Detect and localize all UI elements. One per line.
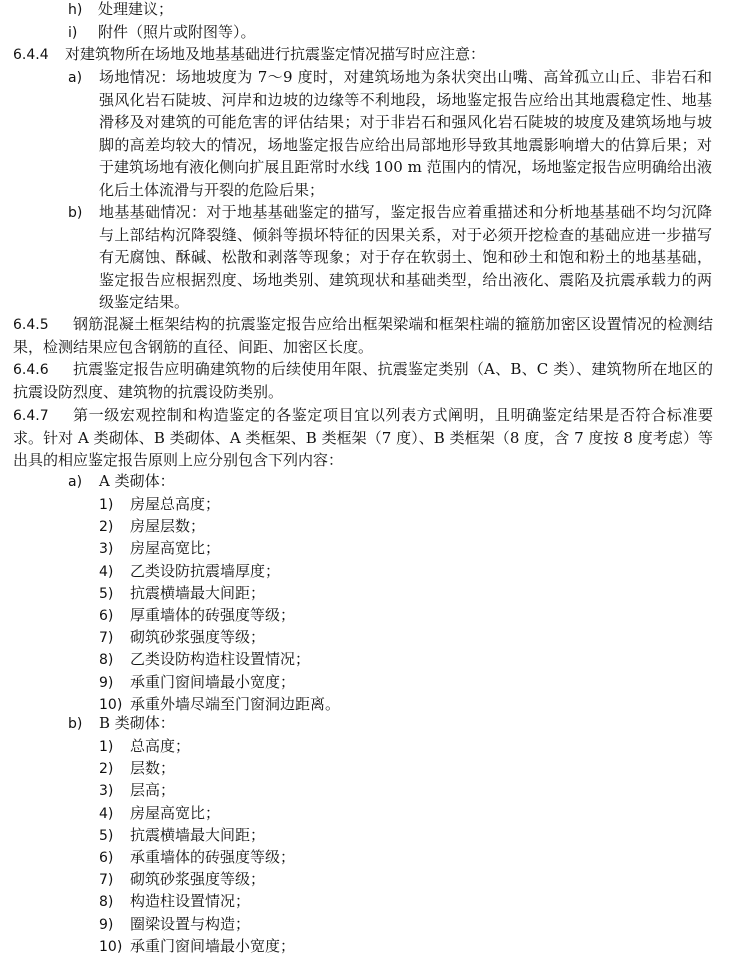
item-number: 4) xyxy=(99,805,114,822)
item-text: 砌筑砂浆强度等级； xyxy=(130,628,266,647)
item-text: 乙类设防抗震墙厚度； xyxy=(130,561,281,580)
item-number: 7) xyxy=(99,630,114,647)
item-text: 房屋高宽比； xyxy=(130,539,221,558)
clause-6-4-4-heading xyxy=(13,43,485,65)
item-number: 9) xyxy=(99,674,114,691)
clause-number: 6.4.4 xyxy=(13,47,49,63)
item-number: 1) xyxy=(99,739,114,755)
list-item xyxy=(99,537,220,559)
list-item xyxy=(99,515,205,537)
item-text: 构造柱设置情况； xyxy=(130,892,251,911)
item-number: 5) xyxy=(99,585,114,602)
list-item xyxy=(99,604,295,626)
sub-item-label-b xyxy=(68,201,82,223)
item-text: 总高度； xyxy=(130,737,191,755)
item-text: 房屋总高度； xyxy=(130,495,221,513)
list-item xyxy=(99,626,265,648)
site-conditions-paragraph: 场地情况：场地坡度为 7～9 度时，对建筑场地为条状突出山嘴、高耸孤立山丘、非岩石和强风化岩石陡坡、河岸和边坡的边缘等不利地段，场地鉴定报告应给出其地震稳定性、地基滑移及对建筑的可能危害的评估结果；对于非岩石和强风化岩石陡坡的坡度及建筑场地与坡脚的高差均较大的情况，场地鉴定报告应给出局部地形导致其地震影响增大的估算后果；对于建筑场地有液化侧向扩展且距常时水线 100 m 范围内的情况，场地鉴定报告应明确给出液化后土体流滑与开裂的危险后果； xyxy=(99,68,712,199)
item-number: 7) xyxy=(99,872,114,889)
item-text: 承重门窗间墙最小宽度； xyxy=(130,936,296,955)
list-item xyxy=(99,493,220,515)
item-number: 10) xyxy=(99,696,123,713)
item-number: 6) xyxy=(99,608,114,624)
item-text: 承重门窗间墙最小宽度； xyxy=(130,672,296,691)
item-text: 层高； xyxy=(130,781,176,800)
foundation-conditions-paragraph: 地基基础情况：对于地基基础鉴定的描写，鉴定报告应着重描述和分析地基基础不均匀沉降与上部结构沉降裂缝、倾斜等损坏特征的因果关系，对于必须开挖检查的基础应进一步描写有无腐蚀、酥碱、松散和剥落等现象；对于存在软弱土、饱和砂土和饱和粉土的地基基础，鉴定报告应根据烈度、场地类别、建筑现状和基础类型，给出液化、震陷及抗震承载力的两级鉴定结果。 xyxy=(99,203,712,311)
item-label: i) xyxy=(68,25,78,41)
item-number: 10) xyxy=(99,938,123,955)
item-number: 6) xyxy=(99,850,114,866)
list-item xyxy=(99,671,295,693)
item-number: 1) xyxy=(99,497,114,513)
item-text: 抗震横墙最大间距； xyxy=(130,583,266,602)
clause-number: 6.4.6 xyxy=(13,362,49,378)
item-text: 乙类设防构造柱设置情况； xyxy=(130,650,311,669)
list-item xyxy=(99,802,220,824)
list-item xyxy=(99,824,265,846)
item-text: 砌筑砂浆强度等级； xyxy=(130,870,266,889)
list-item xyxy=(99,846,295,868)
list-item xyxy=(99,779,175,801)
clause-text: 对建筑物所在场地及地基基础进行抗震鉴定情况描写时应注意： xyxy=(65,45,486,63)
item-text: 层数； xyxy=(130,759,176,778)
item-number: 2) xyxy=(99,761,114,778)
list-b-heading xyxy=(68,712,175,734)
item-number: 8) xyxy=(99,652,114,669)
item-label: a) xyxy=(68,474,83,490)
item-text: 房屋层数； xyxy=(130,517,206,536)
item-text: 抗震横墙最大间距； xyxy=(130,825,266,844)
item-number: 9) xyxy=(99,916,114,933)
list-item-i xyxy=(68,21,256,43)
item-label: b) xyxy=(68,205,83,221)
item-text: 厚重墙体的砖强度等级； xyxy=(130,606,296,624)
item-number: 5) xyxy=(99,827,114,844)
item-number: 2) xyxy=(99,519,114,536)
list-title: A 类砌体： xyxy=(99,472,175,490)
list-item xyxy=(99,757,175,779)
list-item xyxy=(99,868,265,890)
item-number: 3) xyxy=(99,783,114,800)
list-item xyxy=(99,582,265,604)
clause-number: 6.4.5 xyxy=(13,317,49,333)
list-a-heading xyxy=(68,470,175,492)
sub-item-label-a xyxy=(68,66,82,88)
list-item xyxy=(99,935,295,957)
item-text: 承重墙体的砖强度等级； xyxy=(130,848,296,866)
list-item xyxy=(99,735,190,757)
item-text: 圈梁设置与构造； xyxy=(130,914,251,933)
item-number: 3) xyxy=(99,541,114,558)
item-label: h) xyxy=(68,2,83,18)
item-text: 房屋高宽比； xyxy=(130,803,221,822)
item-label: a) xyxy=(68,70,83,86)
clause-6-4-6-text: 抗震鉴定报告应明确建筑物的后续使用年限、抗震鉴定类别（A、B、C 类）、建筑物所在地区的抗震设防烈度、建筑物的抗震设防类别。 xyxy=(13,360,713,401)
list-item xyxy=(99,913,250,935)
item-number: 8) xyxy=(99,894,114,911)
item-text: 处理建议； xyxy=(98,0,174,18)
item-text: 承重外墙尽端至门窗洞边距离。 xyxy=(130,694,341,713)
clause-number: 6.4.7 xyxy=(13,408,49,424)
list-item xyxy=(99,890,250,912)
clause-6-4-5-text: 钢筋混凝土框架结构的抗震鉴定报告应给出框架梁端和框架柱端的箍筋加密区设置情况的检测结果，检测结果应包含钢筋的直径、间距、加密区长度。 xyxy=(13,315,713,356)
item-number: 4) xyxy=(99,563,114,580)
list-item xyxy=(99,560,280,582)
list-title: B 类砌体： xyxy=(99,714,175,732)
item-text: 附件（照片或附图等）。 xyxy=(98,23,256,41)
item-label: b) xyxy=(68,716,83,732)
clause-6-4-7-text: 第一级宏观控制和构造鉴定的各鉴定项目宜以列表方式阐明，且明确鉴定结果是否符合标准要求。针对 A 类砌体、B 类砌体、A 类框架、B 类框架（7 度）、B 类框架（8 度，含 7 度按 8 度考虑）等出具的相应鉴定报告原则上应分别包含下列内容： xyxy=(13,406,713,469)
list-item-h xyxy=(68,0,173,20)
list-item xyxy=(99,648,310,670)
